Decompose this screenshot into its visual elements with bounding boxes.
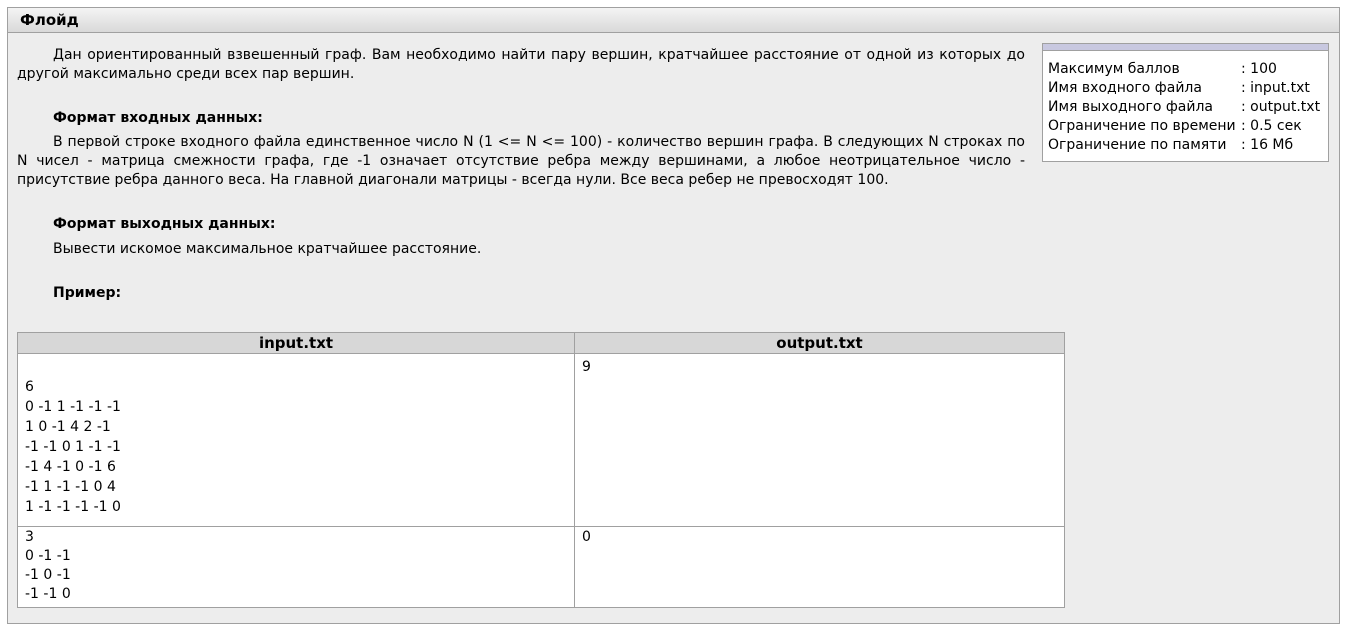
limit-row <box>1048 98 1320 117</box>
limit-value: : 100 <box>1241 61 1277 77</box>
example-input-text: 6 0 -1 1 -1 -1 -1 1 0 -1 4 2 -1 -1 -1 0 1 -1 -1 -1 4 -1 0 -1 6 -1 1 -1 -1 0 4 1 -1 -1 -1 -1 0 <box>25 379 121 515</box>
limits-box <box>1042 43 1329 162</box>
input-format-text: В первой строке входного файла единственное число N (1 <= N <= 100) - количество вершин графа. В следующих N строках по N чисел - матрица смежности графа, где -1 означает отсутствие ребра между вершинами, а любое неотрицательное число - присутствие ребра данного веса. На главной диагонали матрицы - всегда нули. Все веса ребер не превосходят 100. <box>17 134 1025 188</box>
limit-label: Максимум баллов <box>1048 61 1180 77</box>
example-input-cell <box>18 354 575 527</box>
limit-label: Имя выходного файла <box>1048 99 1214 115</box>
example-input-cell <box>18 527 575 608</box>
limit-value: : output.txt <box>1241 99 1321 115</box>
table-row <box>18 354 1065 527</box>
problem-content <box>17 46 1025 303</box>
example-output-text: 9 <box>582 359 591 375</box>
output-column-header: output.txt <box>575 333 1065 354</box>
limit-row <box>1048 136 1320 155</box>
example-output-text: 0 <box>582 529 591 545</box>
example-output-cell <box>575 354 1065 527</box>
limit-row <box>1048 117 1320 136</box>
limit-label: Ограничение по времени <box>1048 118 1236 134</box>
problem-panel <box>7 7 1340 624</box>
limits-table <box>1048 60 1320 155</box>
table-row <box>18 527 1065 608</box>
example-header-row <box>18 333 1065 354</box>
example-output-cell <box>575 527 1065 608</box>
input-column-header: input.txt <box>18 333 575 354</box>
problem-title: Флойд <box>8 8 1339 33</box>
limits-box-bar <box>1043 44 1328 51</box>
limit-value: : input.txt <box>1241 80 1310 96</box>
limit-row <box>1048 60 1320 79</box>
output-format-heading: Формат выходных данных: <box>53 216 276 232</box>
problem-statement: Дан ориентированный взвешенный граф. Вам необходимо найти пару вершин, кратчайшее расстояние от одной из которых до другой максимально среди всех пар вершин. <box>17 47 1025 82</box>
input-format-heading: Формат входных данных: <box>53 110 263 126</box>
limit-row <box>1048 79 1320 98</box>
limit-label: Ограничение по памяти <box>1048 137 1227 153</box>
example-heading: Пример: <box>53 285 122 301</box>
output-format-text: Вывести искомое максимальное кратчайшее расстояние. <box>53 241 482 257</box>
limit-label: Имя входного файла <box>1048 80 1202 96</box>
example-table <box>17 332 1065 608</box>
limit-value: : 16 Мб <box>1241 137 1294 153</box>
example-input-text: 3 0 -1 -1 -1 0 -1 -1 -1 0 <box>25 529 71 602</box>
limit-value: : 0.5 сек <box>1241 118 1302 134</box>
